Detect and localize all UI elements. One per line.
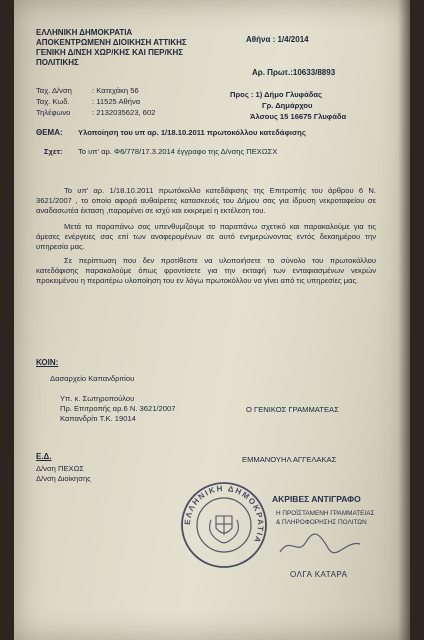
postal-value: : 11525 Αθήνα (92, 97, 141, 106)
handwritten-signature (276, 530, 366, 560)
postal-label: Ταχ. Κωδ. (36, 97, 70, 106)
document-date: Αθήνα : 1/4/2014 (246, 35, 309, 44)
header-line-3: ΓΕΝΙΚΗ Δ/ΝΣΗ ΧΩΡ/ΚΗΣ ΚΑΙ ΠΕΡ/ΚΗΣ (36, 48, 184, 57)
certifier-name: ΟΛΓΑ ΚΑΤΑΡΑ (290, 570, 348, 579)
header-line-2: ΑΠΟΚΕΝΤΡΩΜΕΝΗ ΔΙΟΙΚΗΣΗ ΑΤΤΙΚΗΣ (36, 38, 187, 47)
cc-line-4: Καπανδρίτι Τ.Κ. 19014 (60, 414, 136, 423)
phone-label: Τηλέφωνο (36, 108, 71, 117)
official-seal (179, 480, 269, 570)
recipient-line-3: Άλσους 15 16675 Γλυφάδα (250, 112, 347, 121)
header-line-1: ΕΛΛΗΝΙΚΗ ΔΗΜΟΚΡΑΤΙΑ (36, 28, 133, 37)
seal-text: ΕΛΛΗΝΙΚΗ ΔΗΜΟΚΡΑΤΙΑ (182, 483, 266, 546)
cc-line-3: Πρ. Επιτροπής αρ.6 Ν. 3621/2007 (60, 404, 176, 413)
page-edge-shadow (398, 0, 410, 640)
cc-line-2: Υπ. κ. Σωτηροπούλου (60, 394, 135, 403)
header-line-4: ΠΟΛΙΤΙΚΗΣ (36, 58, 79, 67)
body-paragraph-2: Μετά τα παραπάνω σας υπενθυμίζουμε το παραπάνω σχετικό και παρακαλούμε για τις άμεσες ενέργειες σας επί των αναφερομένων σε αυτό ενημερώνοντας εντός δεκαημέρου την υπηρεσία μας. (36, 222, 376, 251)
internal-distribution-label: Ε.Δ. (36, 452, 52, 461)
recipient-line-1: Προς : 1) Δήμο Γλυφάδας (230, 90, 323, 99)
recipient-line-2: Γρ. Δημάρχου (262, 101, 313, 110)
document-page (14, 0, 410, 640)
coat-of-arms-icon (210, 516, 239, 543)
cc-line-1: Δασαρχείο Καπανδριτίου (50, 374, 135, 383)
body-paragraph-1: Το υπ' αρ. 1/18.10.2011 πρωτόκολλο κατεδάφισης της Επιτροπής του άρθρου 6 Ν. 3621/2007 , το οποίο αφορά αυθαίρετες κατασκευές του Δήμου σας για ίδρυση νεκροταφείου σε αναδασωτέα έκταση ,παραμένει σε ισχύ και εκκρεμεί η εκτέλεση του. (36, 186, 376, 215)
subject-text: Υλοποίηση του υπ αρ. 1/18.10.2011 πρωτοκόλλου κατεδάφισης (78, 128, 306, 137)
internal-distribution-line-1: Δ/νση ΠΕΧΩΣ (36, 464, 84, 473)
certifier-role-line-1: Η ΠΡΟΪΣΤΑΜΕΝΗ ΓΡΑΜΜΑΤΕΙΑΣ (276, 510, 375, 517)
certifier-role-line-2: & ΠΛΗΡΟΦΟΡΗΣΗΣ ΠΟΛΙΤΩΝ (276, 519, 367, 526)
reference-text: Το υπ' αρ. Φ6/778/17.3.2014 έγγραφο της Δ/νσης ΠΕΧΩΣΧ (78, 147, 278, 156)
signatory-title: Ο ΓΕΝΙΚΟΣ ΓΡΑΜΜΑΤΕΑΣ (246, 405, 339, 414)
certified-copy-title: ΑΚΡΙΒΕΣ ΑΝΤΙΓΡΑΦΟ (272, 494, 361, 504)
cc-label: ΚΟΙΝ: (36, 358, 59, 367)
address-label: Ταχ. Δ/νση (36, 86, 72, 95)
phone-value: : 2132035623, 602 (92, 108, 156, 117)
signatory-name: ΕΜΜΑΝΟΥΗΛ ΑΓΓΕΛΑΚΑΣ (242, 455, 337, 464)
subject-label: ΘΕΜΑ: (36, 128, 63, 137)
body-paragraph-3: Σε περίπτωση που δεν προτίθεστε να υλοποιήσετε το σύνολο του πρωτοκόλλου κατεδάφισης παρακαλούμε όπως φροντίσετε για την εκταφή των ενταφιασμένων νεκρών προκειμένου η περαιτέρω υλοποίηση του εν λόγω πρωτοκόλλου να γίνει από τις υπηρεσίες μας. (36, 256, 376, 285)
reference-label: Σχετ: (44, 147, 63, 156)
internal-distribution-line-2: Δ/νση Διοίκησης (36, 474, 91, 483)
svg-text:ΕΛΛΗΝΙΚΗ ΔΗΜΟΚΡΑΤΙΑ (183, 484, 265, 545)
address-value: : Κατεχάκη 56 (92, 86, 139, 95)
protocol-number: Αρ. Πρωτ.:10633/8893 (252, 68, 336, 77)
